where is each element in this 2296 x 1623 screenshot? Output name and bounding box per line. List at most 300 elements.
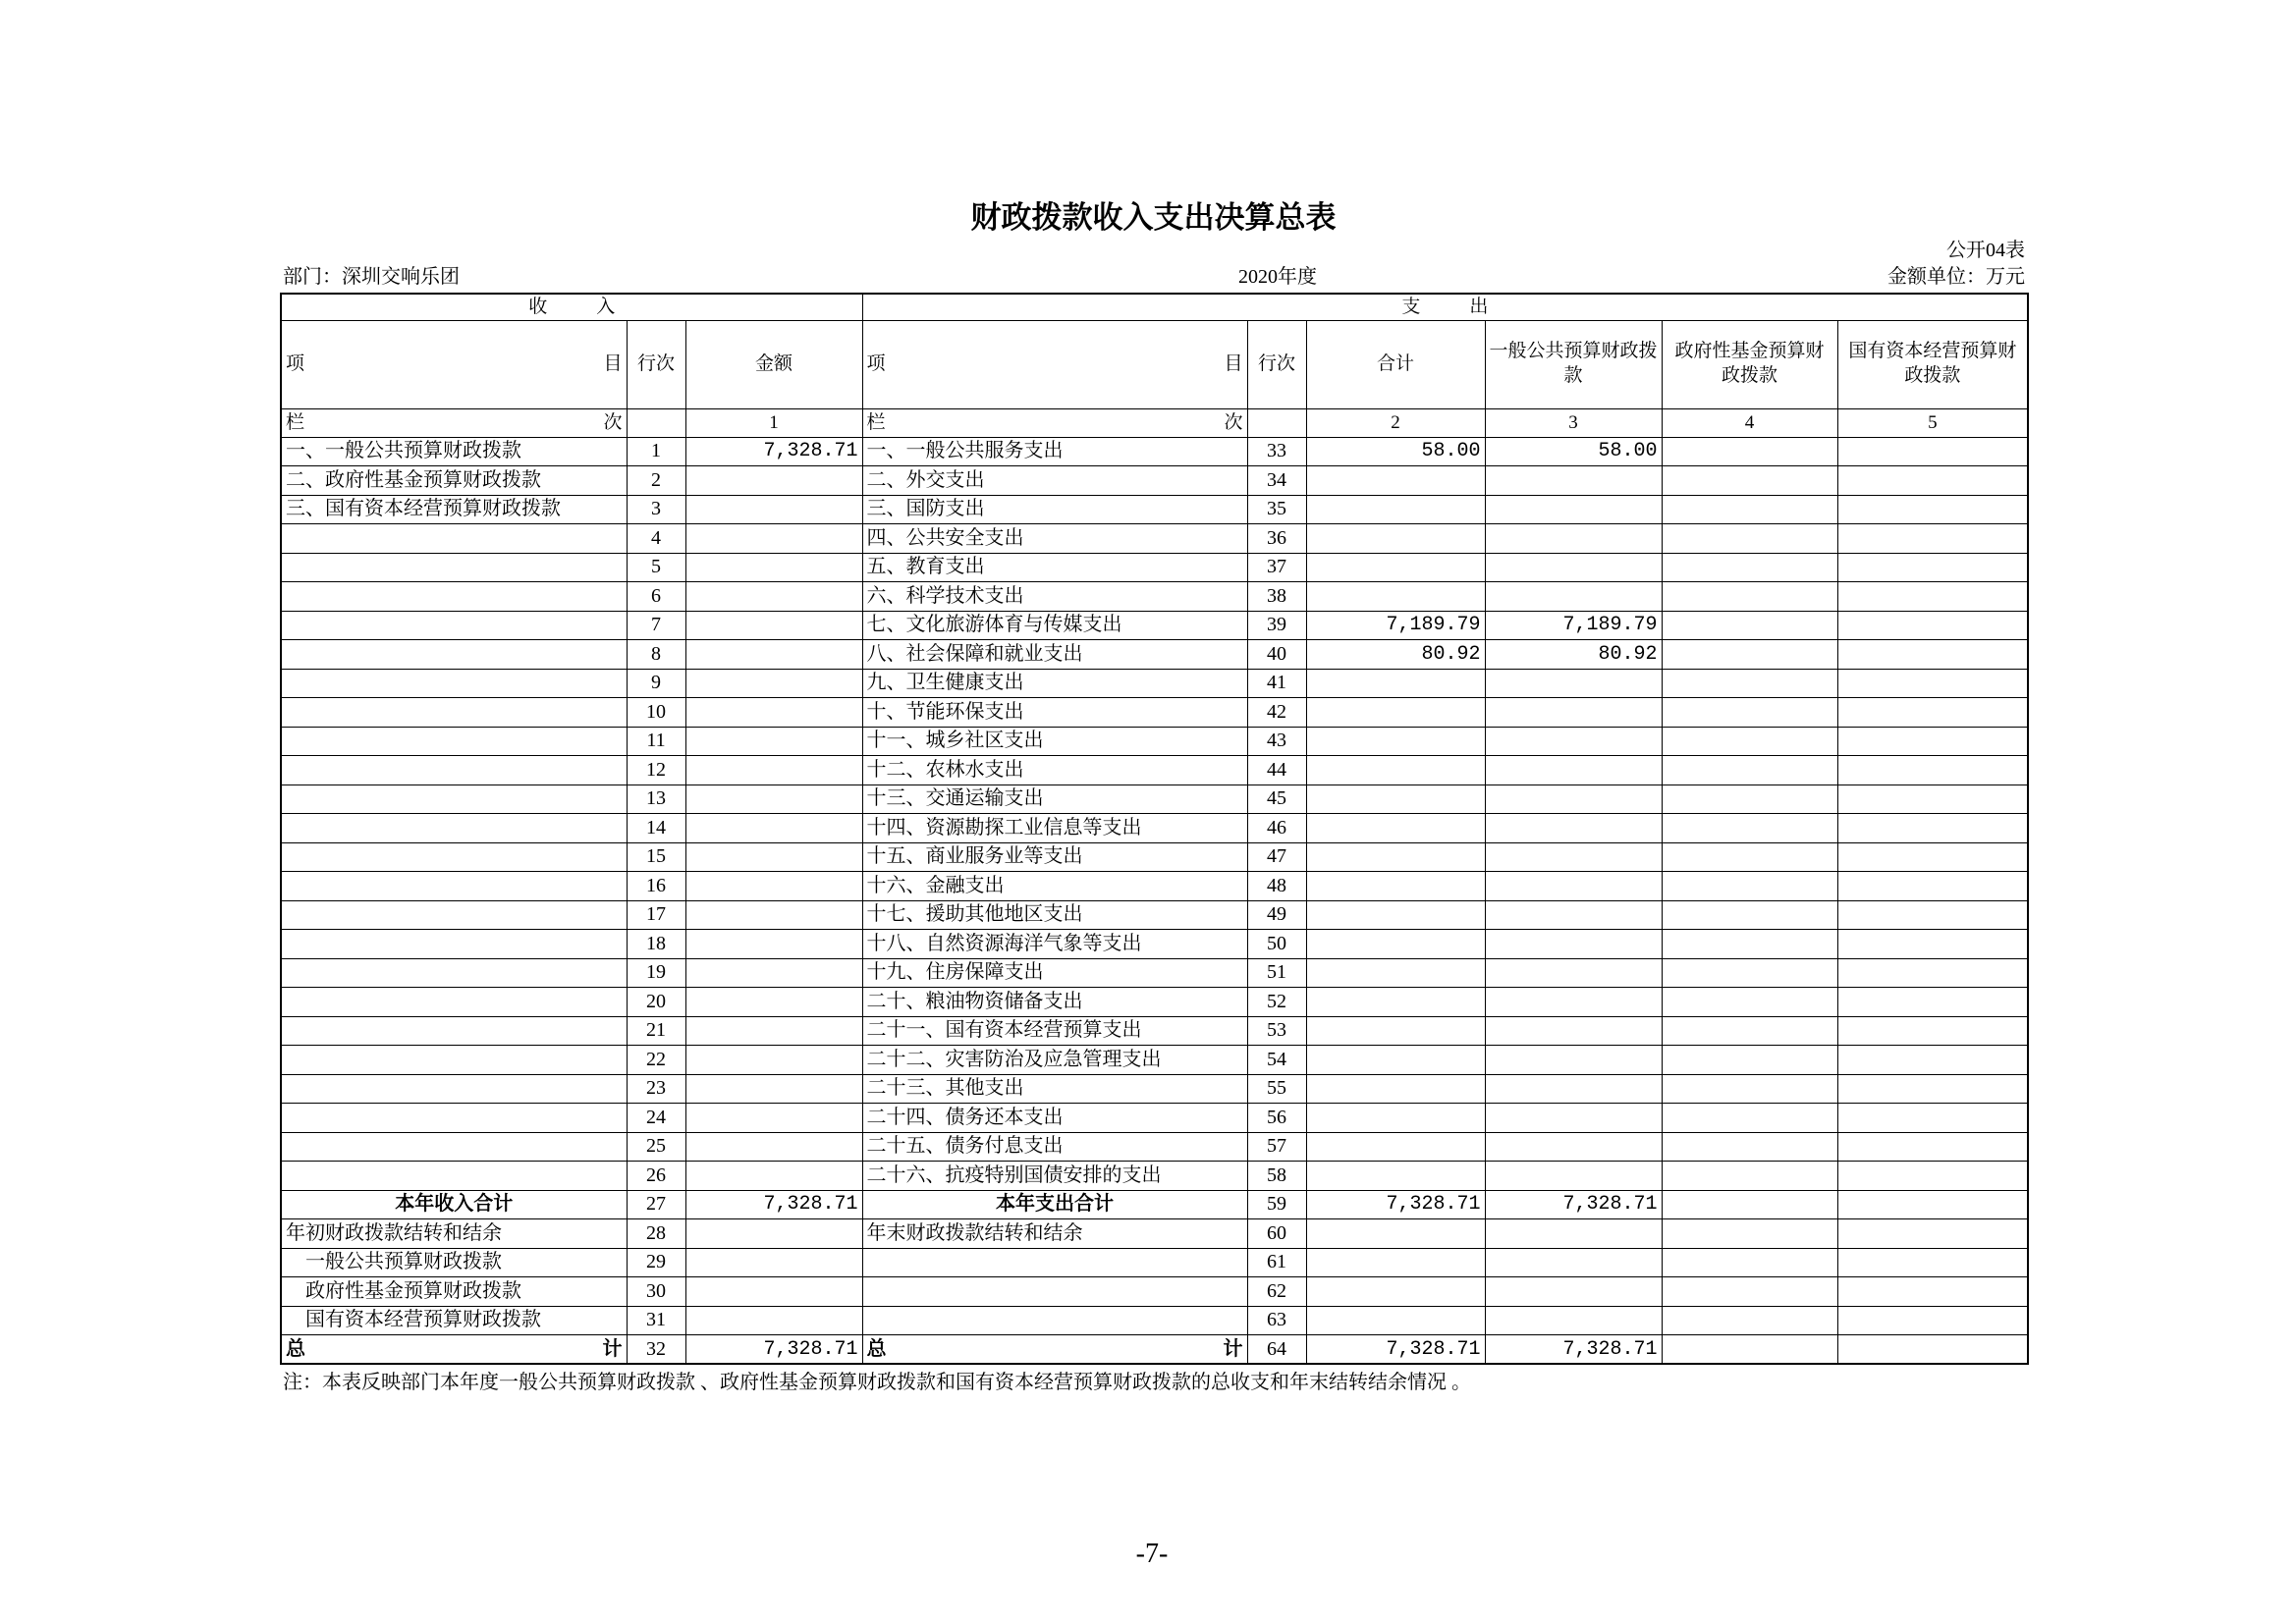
income-row-no-cell: 11 — [627, 727, 685, 756]
expense-gov-fund-total-cell — [1662, 1335, 1837, 1365]
expense-state-capital-cell — [1837, 930, 2028, 959]
expense-general-budget-cell — [1485, 698, 1662, 728]
table-row — [281, 900, 2028, 930]
expense-row-no-cell: 37 — [1247, 553, 1306, 582]
expense-total-cell — [1306, 582, 1485, 612]
income-item-cell — [281, 900, 627, 930]
income-item-cell — [281, 988, 627, 1017]
column-no-left: 栏 — [286, 411, 305, 433]
column-no-right: 次 — [1224, 411, 1243, 433]
expense-general-budget-cell — [1485, 1277, 1662, 1307]
expense-gov-fund-cell — [1662, 814, 1837, 843]
expense-row-no-cell: 33 — [1247, 437, 1306, 466]
expense-gov-fund-cell — [1662, 1016, 1837, 1046]
expense-general-budget-cell — [1485, 582, 1662, 612]
income-row-no-cell: 7 — [627, 611, 685, 640]
expense-gov-fund-cell — [1662, 466, 1837, 496]
table-row — [281, 1046, 2028, 1075]
expense-gov-fund-cell — [1662, 698, 1837, 728]
expense-total-cell — [1306, 466, 1485, 496]
column-no-label — [286, 412, 623, 434]
income-item-cell — [281, 1104, 627, 1133]
income-item-cell — [281, 1046, 627, 1075]
income-amount-cell — [685, 1248, 862, 1277]
expense-state-capital-cell — [1837, 784, 2028, 814]
expense-state-capital-cell — [1837, 1104, 2028, 1133]
expense-general-budget-cell — [1485, 1306, 1662, 1335]
expense-general-budget-cell — [1485, 1132, 1662, 1162]
expense-gov-fund-cell — [1662, 1277, 1837, 1307]
income-amount-cell — [685, 900, 862, 930]
income-row-no-cell: 26 — [627, 1162, 685, 1191]
expense-row-no-cell: 47 — [1247, 842, 1306, 872]
income-row-no-cell: 22 — [627, 1046, 685, 1075]
expense-total-cell — [1306, 756, 1485, 785]
income-row-no-cell: 10 — [627, 698, 685, 728]
income-item-header-label — [286, 353, 623, 375]
expense-state-capital-cell — [1837, 958, 2028, 988]
expense-general-budget-cell: 7,328.71 — [1485, 1190, 1662, 1219]
income-item-cell: 三、国有资本经营预算财政拨款 — [281, 495, 627, 524]
expense-item-cell: 十七、援助其他地区支出 — [862, 900, 1247, 930]
expense-gov-fund-cell — [1662, 1219, 1837, 1249]
expense-row-no-cell: 45 — [1247, 784, 1306, 814]
expense-state-capital-cell — [1837, 1248, 2028, 1277]
expense-total-cell — [1306, 930, 1485, 959]
income-total-label — [286, 1338, 623, 1361]
column-number-row — [281, 408, 2028, 437]
expense-state-capital-cell — [1837, 466, 2028, 496]
expense-row-no-cell: 51 — [1247, 958, 1306, 988]
income-amount-cell — [685, 1016, 862, 1046]
expense-item-cell: 二、外交支出 — [862, 466, 1247, 496]
income-section-header — [281, 294, 862, 320]
expense-row-no-cell: 63 — [1247, 1306, 1306, 1335]
table-row — [281, 582, 2028, 612]
amount-unit-label: 金额单位：万元 — [1887, 266, 2025, 288]
expense-total-cell — [1306, 1162, 1485, 1191]
income-row-no-cell: 6 — [627, 582, 685, 612]
expense-general-budget-cell — [1485, 466, 1662, 496]
expense-row-no-cell: 40 — [1247, 640, 1306, 670]
expense-total-cell — [1306, 1104, 1485, 1133]
expense-item-cell: 本年支出合计 — [862, 1190, 1247, 1219]
table-row — [281, 611, 2028, 640]
expense-gov-fund-cell — [1662, 900, 1837, 930]
expense-total-cell — [1306, 1132, 1485, 1162]
expense-item-cell: 十二、农林水支出 — [862, 756, 1247, 785]
gov-fund-header: 政府性基金预算财政拨款 — [1662, 320, 1837, 408]
expense-item-cell: 六、科学技术支出 — [862, 582, 1247, 612]
income-row-no-cell: 12 — [627, 756, 685, 785]
expense-item-cell: 二十五、债务付息支出 — [862, 1132, 1247, 1162]
column-number-4: 4 — [1662, 408, 1837, 437]
expense-gov-fund-cell — [1662, 988, 1837, 1017]
expense-gov-fund-cell — [1662, 842, 1837, 872]
expense-item-cell: 十、节能环保支出 — [862, 698, 1247, 728]
income-item-cell — [281, 727, 627, 756]
expense-gov-fund-cell — [1662, 1190, 1837, 1219]
income-row-no-cell: 8 — [627, 640, 685, 670]
expense-general-budget-cell: 58.00 — [1485, 437, 1662, 466]
table-row — [281, 1132, 2028, 1162]
expense-gov-fund-cell — [1662, 582, 1837, 612]
expense-state-capital-cell — [1837, 1162, 2028, 1191]
income-amount-cell — [685, 640, 862, 670]
expense-total-cell — [1306, 495, 1485, 524]
column-number-1: 1 — [685, 408, 862, 437]
expense-gov-fund-cell — [1662, 756, 1837, 785]
expense-row-no-cell: 41 — [1247, 669, 1306, 698]
expense-gov-fund-cell — [1662, 872, 1837, 901]
income-item-cell — [281, 524, 627, 554]
expense-row-no-cell: 58 — [1247, 1162, 1306, 1191]
income-row-no-header: 行次 — [627, 320, 685, 408]
expense-row-no-cell: 46 — [1247, 814, 1306, 843]
income-item-cell — [281, 553, 627, 582]
column-number-3: 3 — [1485, 408, 1662, 437]
expense-item-cell: 一、一般公共服务支出 — [862, 437, 1247, 466]
table-row — [281, 466, 2028, 496]
expense-general-budget-cell — [1485, 988, 1662, 1017]
income-column-no-label — [281, 408, 627, 437]
income-amount-cell: 7,328.71 — [685, 1190, 862, 1219]
expense-gov-fund-cell — [1662, 640, 1837, 670]
income-item-cell: 一、一般公共预算财政拨款 — [281, 437, 627, 466]
column-number-2: 2 — [1306, 408, 1485, 437]
income-item-cell — [281, 582, 627, 612]
income-section-label: 收入 — [528, 296, 665, 317]
income-row-no-cell: 30 — [627, 1277, 685, 1307]
table-row — [281, 1277, 2028, 1307]
expense-total-cell: 7,328.71 — [1306, 1190, 1485, 1219]
table-row — [281, 756, 2028, 785]
budget-summary-table — [280, 293, 2029, 1365]
income-row-no-cell: 13 — [627, 784, 685, 814]
expense-state-capital-cell — [1837, 524, 2028, 554]
expense-state-capital-cell — [1837, 1132, 2028, 1162]
income-row-no-cell: 16 — [627, 872, 685, 901]
income-row-no-cell: 19 — [627, 958, 685, 988]
income-item-cell — [281, 1074, 627, 1104]
income-amount-cell — [685, 553, 862, 582]
income-row-no-cell: 24 — [627, 1104, 685, 1133]
income-item-cell — [281, 611, 627, 640]
income-amount-cell — [685, 727, 862, 756]
expense-gov-fund-cell — [1662, 524, 1837, 554]
income-amount-cell — [685, 524, 862, 554]
table-row — [281, 437, 2028, 466]
income-row-no-cell: 9 — [627, 669, 685, 698]
table-row — [281, 784, 2028, 814]
expense-total-cell — [1306, 698, 1485, 728]
expense-item-cell: 七、文化旅游体育与传媒支出 — [862, 611, 1247, 640]
income-amount-cell — [685, 1074, 862, 1104]
income-row-no-cell: 28 — [627, 1219, 685, 1249]
table-row — [281, 842, 2028, 872]
expense-gov-fund-cell — [1662, 437, 1837, 466]
income-item-cell — [281, 698, 627, 728]
expense-total-cell — [1306, 1277, 1485, 1307]
department-label: 部门：深圳交响乐团 — [283, 266, 460, 288]
column-no-label — [867, 412, 1243, 434]
expense-item-cell: 四、公共安全支出 — [862, 524, 1247, 554]
expense-gov-fund-cell — [1662, 1306, 1837, 1335]
expense-row-no-cell: 48 — [1247, 872, 1306, 901]
income-amount-cell — [685, 1132, 862, 1162]
table-body — [281, 437, 2028, 1335]
income-item-cell — [281, 784, 627, 814]
income-item-cell — [281, 958, 627, 988]
table-row — [281, 524, 2028, 554]
table-row — [281, 814, 2028, 843]
expense-row-no-cell: 53 — [1247, 1016, 1306, 1046]
expense-item-cell: 二十四、债务还本支出 — [862, 1104, 1247, 1133]
expense-general-budget-cell — [1485, 495, 1662, 524]
income-row-no-cell: 5 — [627, 553, 685, 582]
expense-general-budget-cell — [1485, 1248, 1662, 1277]
income-row-no-cell: 15 — [627, 842, 685, 872]
expense-item-cell: 十五、商业服务业等支出 — [862, 842, 1247, 872]
income-item-cell — [281, 872, 627, 901]
expense-total-cell — [1306, 1046, 1485, 1075]
table-row — [281, 553, 2028, 582]
income-amount-cell — [685, 814, 862, 843]
expense-state-capital-cell — [1837, 582, 2028, 612]
expense-gov-fund-cell — [1662, 1132, 1837, 1162]
expense-general-budget-cell — [1485, 1016, 1662, 1046]
expense-state-capital-cell — [1837, 1306, 2028, 1335]
income-amount-cell — [685, 1277, 862, 1307]
expense-total-cell — [1306, 1074, 1485, 1104]
expense-general-budget-cell — [1485, 930, 1662, 959]
table-row — [281, 495, 2028, 524]
table-row — [281, 1248, 2028, 1277]
expense-general-budget-cell — [1485, 524, 1662, 554]
expense-item-cell: 二十二、灾害防治及应急管理支出 — [862, 1046, 1247, 1075]
expense-row-no-cell: 35 — [1247, 495, 1306, 524]
table-row — [281, 640, 2028, 670]
expense-item-cell: 十六、金融支出 — [862, 872, 1247, 901]
expense-state-capital-cell — [1837, 1016, 2028, 1046]
expense-state-capital-cell — [1837, 495, 2028, 524]
income-item-cell: 国有资本经营预算财政拨款 — [281, 1306, 627, 1335]
income-total-amount-cell: 7,328.71 — [685, 1335, 862, 1365]
expense-state-capital-cell — [1837, 553, 2028, 582]
income-item-cell — [281, 814, 627, 843]
expense-item-cell — [862, 1248, 1247, 1277]
expense-row-no-cell: 49 — [1247, 900, 1306, 930]
income-row-no-cell: 20 — [627, 988, 685, 1017]
expense-state-capital-cell — [1837, 640, 2028, 670]
expense-item-cell: 十四、资源勘探工业信息等支出 — [862, 814, 1247, 843]
expense-item-cell: 二十、粮油物资储备支出 — [862, 988, 1247, 1017]
expense-general-budget-cell: 7,189.79 — [1485, 611, 1662, 640]
report-table-wrapper — [280, 293, 2027, 1394]
income-row-no-cell: 1 — [627, 437, 685, 466]
expense-row-no-cell: 50 — [1247, 930, 1306, 959]
expense-state-capital-cell — [1837, 437, 2028, 466]
form-number: 公开04表 — [1946, 240, 2025, 261]
income-amount-cell — [685, 582, 862, 612]
expense-section-header — [862, 294, 2028, 320]
income-amount-cell — [685, 495, 862, 524]
table-row — [281, 1162, 2028, 1191]
table-row — [281, 1306, 2028, 1335]
income-amount-cell — [685, 842, 862, 872]
expense-general-budget-cell — [1485, 900, 1662, 930]
expense-row-no-cell: 54 — [1247, 1046, 1306, 1075]
expense-state-capital-cell — [1837, 698, 2028, 728]
income-item-cell: 本年收入合计 — [281, 1190, 627, 1219]
expense-state-capital-cell — [1837, 756, 2028, 785]
expense-row-no-cell: 56 — [1247, 1104, 1306, 1133]
expense-total-label-cell — [862, 1335, 1247, 1365]
expense-row-no-cell: 44 — [1247, 756, 1306, 785]
expense-total-cell — [1306, 1016, 1485, 1046]
expense-total-cell — [1306, 669, 1485, 698]
table-row — [281, 872, 2028, 901]
table-row — [281, 698, 2028, 728]
expense-state-capital-cell — [1837, 1046, 2028, 1075]
expense-row-no-cell: 62 — [1247, 1277, 1306, 1307]
expense-row-no-cell: 39 — [1247, 611, 1306, 640]
column-no-right: 次 — [603, 411, 623, 433]
expense-row-no-cell: 55 — [1247, 1074, 1306, 1104]
expense-total-label — [867, 1338, 1243, 1361]
expense-total-cell — [1306, 872, 1485, 901]
income-item-cell: 一般公共预算财政拨款 — [281, 1248, 627, 1277]
expense-gov-fund-cell — [1662, 1074, 1837, 1104]
income-amount-cell — [685, 466, 862, 496]
expense-row-no-cell: 59 — [1247, 1190, 1306, 1219]
expense-total-cell: 80.92 — [1306, 640, 1485, 670]
expense-gov-fund-cell — [1662, 1104, 1837, 1133]
income-amount-cell — [685, 930, 862, 959]
expense-state-capital-cell — [1837, 669, 2028, 698]
income-item-cell — [281, 756, 627, 785]
income-amount-cell — [685, 872, 862, 901]
expense-total-cell — [1306, 958, 1485, 988]
income-amount-cell: 7,328.71 — [685, 437, 862, 466]
expense-total-row-no-cell: 64 — [1247, 1335, 1306, 1365]
income-row-no-cell: 23 — [627, 1074, 685, 1104]
income-amount-cell — [685, 1306, 862, 1335]
income-amount-cell — [685, 1046, 862, 1075]
page-title: 财政拨款收入支出决算总表 — [970, 200, 1337, 235]
expense-general-budget-cell — [1485, 1046, 1662, 1075]
expense-item-header-label — [867, 353, 1243, 375]
table-footer — [281, 1335, 2028, 1365]
income-amount-cell — [685, 611, 862, 640]
expense-total-cell — [1306, 988, 1485, 1017]
expense-total-header: 合计 — [1306, 320, 1485, 408]
section-header-row — [281, 294, 2028, 320]
expense-general-budget-cell — [1485, 756, 1662, 785]
expense-item-cell: 二十三、其他支出 — [862, 1074, 1247, 1104]
expense-state-capital-cell — [1837, 900, 2028, 930]
income-amount-cell — [685, 669, 862, 698]
table-row — [281, 727, 2028, 756]
table-row — [281, 669, 2028, 698]
item-header-right: 目 — [603, 353, 623, 375]
expense-item-cell: 五、教育支出 — [862, 553, 1247, 582]
expense-item-cell: 十九、住房保障支出 — [862, 958, 1247, 988]
expense-gov-fund-cell — [1662, 495, 1837, 524]
income-amount-cell — [685, 1219, 862, 1249]
expense-state-capital-cell — [1837, 872, 2028, 901]
expense-row-no-cell: 60 — [1247, 1219, 1306, 1249]
expense-item-cell: 三、国防支出 — [862, 495, 1247, 524]
fiscal-year-label: 2020年度 — [1238, 266, 1317, 288]
table-row — [281, 1219, 2028, 1249]
expense-gov-fund-cell — [1662, 727, 1837, 756]
expense-gov-fund-cell — [1662, 930, 1837, 959]
general-budget-header: 一般公共预算财政拨款 — [1485, 320, 1662, 408]
expense-total-cell — [1306, 842, 1485, 872]
expense-state-capital-cell — [1837, 1219, 2028, 1249]
table-footnote: 注：本表反映部门本年度一般公共预算财政拨款 、政府性基金预算财政拨款和国有资本经营预算财政拨款的总收支和年末结转结余情况 。 — [283, 1372, 1471, 1393]
table-row — [281, 1190, 2028, 1219]
total-label-right: 计 — [602, 1337, 623, 1360]
item-header-left: 项 — [866, 353, 886, 375]
income-amount-header: 金额 — [685, 320, 862, 408]
expense-gov-fund-cell — [1662, 1248, 1837, 1277]
income-item-cell — [281, 1016, 627, 1046]
expense-total-cell — [1306, 1248, 1485, 1277]
expense-row-no-cell: 43 — [1247, 727, 1306, 756]
expense-row-no-cell: 42 — [1247, 698, 1306, 728]
income-row-no-cell: 18 — [627, 930, 685, 959]
page-number: -7- — [1135, 1539, 1169, 1569]
expense-general-budget-cell — [1485, 1104, 1662, 1133]
income-total-label-cell — [281, 1335, 627, 1365]
expense-item-cell: 十三、交通运输支出 — [862, 784, 1247, 814]
expense-general-budget-cell — [1485, 958, 1662, 988]
item-header-left: 项 — [286, 353, 305, 375]
expense-total-cell — [1306, 900, 1485, 930]
expense-item-cell — [862, 1306, 1247, 1335]
income-item-cell — [281, 930, 627, 959]
expense-item-cell — [862, 1277, 1247, 1307]
expense-state-capital-cell — [1837, 1074, 2028, 1104]
income-item-cell: 二、政府性基金预算财政拨款 — [281, 466, 627, 496]
table-row — [281, 1104, 2028, 1133]
expense-general-budget-cell — [1485, 872, 1662, 901]
expense-general-budget-cell: 80.92 — [1485, 640, 1662, 670]
expense-row-no-cell: 52 — [1247, 988, 1306, 1017]
expense-gov-fund-cell — [1662, 553, 1837, 582]
expense-state-capital-cell — [1837, 727, 2028, 756]
income-amount-cell — [685, 1162, 862, 1191]
table-row — [281, 988, 2028, 1017]
income-row-no-cell: 17 — [627, 900, 685, 930]
expense-general-budget-cell — [1485, 1162, 1662, 1191]
expense-total-cell — [1306, 1306, 1485, 1335]
expense-item-cell: 年末财政拨款结转和结余 — [862, 1219, 1247, 1249]
total-label-left: 总 — [866, 1337, 887, 1360]
empty-cell — [627, 408, 685, 437]
income-row-no-cell: 2 — [627, 466, 685, 496]
expense-state-capital-cell — [1837, 1277, 2028, 1307]
expense-gov-fund-cell — [1662, 611, 1837, 640]
expense-state-capital-cell — [1837, 988, 2028, 1017]
empty-cell — [1247, 408, 1306, 437]
income-item-cell — [281, 842, 627, 872]
income-amount-cell — [685, 988, 862, 1017]
expense-general-budget-cell — [1485, 727, 1662, 756]
expense-general-budget-cell — [1485, 669, 1662, 698]
